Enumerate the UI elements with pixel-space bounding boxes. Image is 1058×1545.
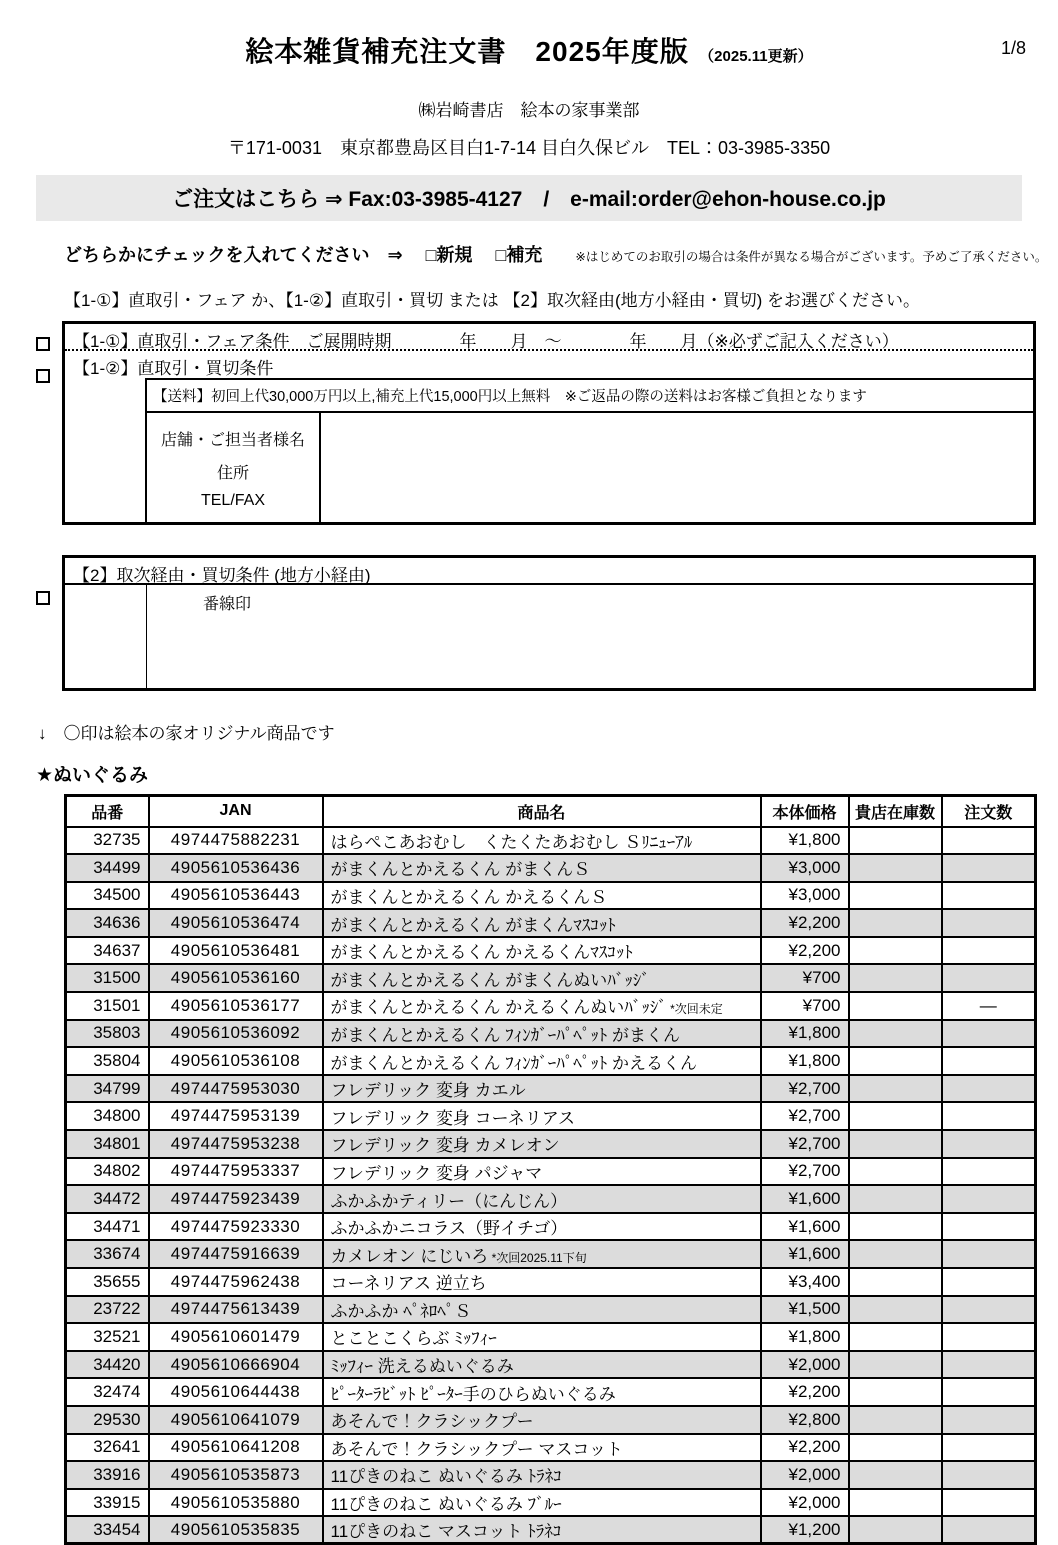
table-row: [66, 1130, 1036, 1158]
cell-code: 31501: [66, 992, 149, 1020]
table-row: [66, 1323, 1036, 1351]
cell-code: 34472: [66, 1185, 149, 1213]
cell-name: フレデリック 変身 カメレオン: [323, 1130, 761, 1158]
header-code: 品番: [66, 796, 149, 827]
cell-price: ¥2,200: [761, 1434, 849, 1462]
cell-stock[interactable]: [849, 1268, 942, 1296]
cell-name: がまくんとかえるくん かえるくんﾏｽｺｯﾄ: [323, 937, 761, 965]
cell-price: ¥1,600: [761, 1185, 849, 1213]
cell-price: ¥3,000: [761, 854, 849, 882]
cell-stock[interactable]: [849, 1102, 942, 1130]
cell-name: 11ぴきのねこ ぬいぐるみ ﾌﾞﾙｰ: [323, 1489, 761, 1517]
section-title-nuigurumi: ★ぬいぐるみ: [36, 765, 149, 786]
check-instruction: どちらかにチェックを入れてください ⇒: [64, 245, 403, 265]
shipping-note: 【送料】初回上代30,000万円以上,補充上代15,000円以上無料 ※ご返品の際の送料はお客様ご負担となります: [147, 378, 1033, 413]
cell-name: がまくんとかえるくん ﾌｨﾝｶﾞｰﾊﾟﾍﾟｯﾄ かえるくん: [323, 1047, 761, 1075]
cell-price: ¥3,000: [761, 882, 849, 910]
cell-name: あそんで！クラシックプー: [323, 1406, 761, 1434]
cell-jan: 4905610535835: [149, 1516, 323, 1544]
table-row: [66, 1075, 1036, 1103]
cell-code: 33915: [66, 1489, 149, 1517]
cell-code: 35804: [66, 1047, 149, 1075]
cell-price: ¥1,500: [761, 1296, 849, 1324]
cell-code: 32641: [66, 1434, 149, 1462]
cell-order[interactable]: [942, 1240, 1036, 1268]
table-row: [66, 1158, 1036, 1186]
table-header-row: [66, 796, 1036, 827]
cell-code: 31500: [66, 964, 149, 992]
cell-jan: 4905610536092: [149, 1020, 323, 1048]
cell-jan: 4905610535873: [149, 1461, 323, 1489]
cell-price: ¥1,800: [761, 1020, 849, 1048]
cell-stock[interactable]: [849, 1434, 942, 1462]
cell-price: ¥700: [761, 964, 849, 992]
cell-price: ¥2,000: [761, 1489, 849, 1517]
check-type-row: [64, 241, 1058, 267]
cell-order[interactable]: [942, 1461, 1036, 1489]
cell-stock[interactable]: [849, 1213, 942, 1241]
table-row: [66, 1240, 1036, 1268]
cell-stock[interactable]: [849, 1516, 942, 1544]
cell-jan: 4974475953030: [149, 1075, 323, 1103]
cell-name: がまくんとかえるくん がまくんＳ: [323, 854, 761, 882]
cell-jan: 4974475923330: [149, 1213, 323, 1241]
cell-name: がまくんとかえるくん かえるくんＳ: [323, 882, 761, 910]
contact-input-area[interactable]: [321, 413, 1033, 522]
new-checkbox-option[interactable]: □新規: [425, 245, 473, 265]
cell-stock[interactable]: [849, 1489, 942, 1517]
cell-name: コーネリアス 逆立ち: [323, 1268, 761, 1296]
title-update-note: （2025.11更新）: [699, 48, 813, 65]
header-stock: 貴店在庫数: [849, 796, 942, 827]
cell-stock[interactable]: [849, 882, 942, 910]
cell-order[interactable]: [942, 909, 1036, 937]
cell-price: ¥1,800: [761, 1323, 849, 1351]
order-contact-banner: ご注文はこちら ⇒ Fax:03-3985-4127 / e-mail:order@ehon-house.co.jp: [36, 175, 1022, 221]
cell-stock[interactable]: [849, 1185, 942, 1213]
cell-name: ふかふかニコラス（野イチゴ）: [323, 1213, 761, 1241]
table-row: [66, 1516, 1036, 1544]
page-number: 1/8: [1000, 38, 1026, 58]
cell-price: ¥2,200: [761, 1378, 849, 1406]
cell-code: 34636: [66, 909, 149, 937]
cell-name: 11ぴきのねこ マスコット ﾄﾗﾈｺ: [323, 1516, 761, 1544]
cell-price: ¥1,800: [761, 1047, 849, 1075]
cell-name: ふかふか ﾍﾟﾈﾛﾍﾟＳ: [323, 1296, 761, 1324]
cell-name: がまくんとかえるくん がまくんﾏｽｺｯﾄ: [323, 909, 761, 937]
cell-price: ¥1,600: [761, 1213, 849, 1241]
cell-stock[interactable]: [849, 1075, 942, 1103]
company-name: ㈱岩崎書店 絵本の家事業部: [418, 101, 640, 120]
cell-name: とことこくらぶ ﾐｯﾌｨｰ: [323, 1323, 761, 1351]
cell-jan: 4974475923439: [149, 1185, 323, 1213]
header-price: 本体価格: [761, 796, 849, 827]
cell-code: 33454: [66, 1516, 149, 1544]
cell-jan: 4905610641079: [149, 1406, 323, 1434]
cell-code: 32735: [66, 827, 149, 855]
cell-jan: 4974475962438: [149, 1268, 323, 1296]
cell-order[interactable]: [942, 1130, 1036, 1158]
cell-code: 34637: [66, 937, 149, 965]
header-jan: JAN: [149, 796, 323, 827]
cell-stock[interactable]: [849, 1130, 942, 1158]
cell-jan: 4905610536177: [149, 992, 323, 1020]
cell-name: 11ぴきのねこ ぬいぐるみ ﾄﾗﾈｺ: [323, 1461, 761, 1489]
product-table-body: [66, 827, 1036, 1544]
table-row: [66, 854, 1036, 882]
cell-order[interactable]: [942, 1020, 1036, 1048]
header-name: 商品名: [323, 796, 761, 827]
first-trade-note: ※はじめてのお取引の場合は条件が異なる場合がございます。予めご了承ください。: [575, 250, 1048, 264]
kaikiri-checkbox[interactable]: [36, 369, 50, 383]
cell-code: 35803: [66, 1020, 149, 1048]
cell-code: 34800: [66, 1102, 149, 1130]
cell-jan: 4905610535880: [149, 1489, 323, 1517]
cell-name: フレデリック 変身 パジャマ: [323, 1158, 761, 1186]
availability-note: *次回未定: [666, 1002, 723, 1017]
cell-jan: 4905610641208: [149, 1434, 323, 1462]
fair-checkbox[interactable]: [36, 337, 50, 351]
cell-code: 32521: [66, 1323, 149, 1351]
cell-name: カメレオン にじいろ *次回2025.11下旬: [323, 1240, 761, 1268]
cell-order[interactable]: [942, 1516, 1036, 1544]
cell-price: ¥3,400: [761, 1268, 849, 1296]
cell-code: 34802: [66, 1158, 149, 1186]
agency-box: [62, 555, 1036, 691]
cell-order[interactable]: [942, 1434, 1036, 1462]
cell-price: ¥2,800: [761, 1406, 849, 1434]
agency-title: 【2】取次経由・買切条件 (地方小経由): [65, 558, 1033, 585]
cell-stock[interactable]: [849, 1461, 942, 1489]
cell-code: 33916: [66, 1461, 149, 1489]
address-label: 住所: [216, 464, 249, 482]
cell-jan: 4974475916639: [149, 1240, 323, 1268]
cell-code: 34799: [66, 1075, 149, 1103]
cell-price: ¥1,200: [761, 1516, 849, 1544]
table-row: [66, 964, 1036, 992]
stamp-label: 番線印: [203, 596, 252, 613]
cell-price: ¥2,700: [761, 1158, 849, 1186]
fair-condition-row[interactable]: 【1-①】直取引・フェア条件 ご展開時期 年 月 ～ 年 月（※必ずご記入ください）: [65, 324, 1033, 351]
shop-label: 店舗・ご担当者様名: [160, 432, 305, 449]
cell-code: 32474: [66, 1378, 149, 1406]
cell-jan: 4974475953139: [149, 1102, 323, 1130]
cell-code: 34471: [66, 1213, 149, 1241]
cell-stock[interactable]: [849, 1351, 942, 1379]
cell-jan: 4974475613439: [149, 1296, 323, 1324]
cell-stock[interactable]: [849, 992, 942, 1020]
table-row: [66, 1351, 1036, 1379]
cell-price: ¥1,600: [761, 1240, 849, 1268]
cell-order[interactable]: [942, 1185, 1036, 1213]
cell-code: 35655: [66, 1268, 149, 1296]
cell-price: ¥2,000: [761, 1351, 849, 1379]
cell-price: ¥1,800: [761, 827, 849, 855]
cell-stock[interactable]: [849, 1378, 942, 1406]
cell-price: ¥2,700: [761, 1102, 849, 1130]
company-address: 〒171-0031 東京都豊島区目白1-7-14 目白久保ビル TEL：03-3985-3350: [227, 138, 831, 158]
table-row: [66, 1378, 1036, 1406]
cell-stock[interactable]: [849, 1296, 942, 1324]
table-row: [66, 909, 1036, 937]
cell-order[interactable]: [942, 1489, 1036, 1517]
cell-name: はらぺこあおむし くたくたあおむし Ｓﾘﾆｭｰｱﾙ: [323, 827, 761, 855]
table-row: [66, 1102, 1036, 1130]
cell-order[interactable]: [942, 1075, 1036, 1103]
direct-trade-section: [0, 321, 1058, 525]
cell-price: ¥2,700: [761, 1130, 849, 1158]
cell-jan: 4905610536108: [149, 1047, 323, 1075]
cell-stock[interactable]: [849, 964, 942, 992]
cell-price: ¥700: [761, 992, 849, 1020]
cell-name: あそんで！クラシックプー マスコット: [323, 1434, 761, 1462]
cell-price: ¥2,000: [761, 1461, 849, 1489]
cell-order[interactable]: [942, 1102, 1036, 1130]
page-title: 絵本雑貨補充注文書 2025年度版: [245, 36, 689, 67]
cell-jan: 4905610536436: [149, 854, 323, 882]
cell-stock[interactable]: [849, 1240, 942, 1268]
contact-label-column: [147, 413, 321, 522]
table-row: [66, 1185, 1036, 1213]
left-spacer-cell: [65, 378, 147, 522]
table-row: [66, 1296, 1036, 1324]
cell-jan: 4905610536160: [149, 964, 323, 992]
table-row: [66, 1461, 1036, 1489]
cell-code: 34420: [66, 1351, 149, 1379]
cell-price: ¥2,200: [761, 937, 849, 965]
cell-jan: 4974475953238: [149, 1130, 323, 1158]
cell-order[interactable]: [942, 1047, 1036, 1075]
kaikiri-condition-row: 【1-②】直取引・買切条件: [73, 359, 274, 378]
cell-name: がまくんとかえるくん かえるくんぬいﾊﾞｯｼﾞ *次回未定: [323, 992, 761, 1020]
cell-order[interactable]: [942, 1406, 1036, 1434]
cell-order[interactable]: [942, 854, 1036, 882]
table-row: [66, 1047, 1036, 1075]
table-row: [66, 1489, 1036, 1517]
cell-code: 34801: [66, 1130, 149, 1158]
cell-jan: 4974475953337: [149, 1158, 323, 1186]
cell-jan: 4905610666904: [149, 1351, 323, 1379]
table-row: [66, 992, 1036, 1020]
cell-order[interactable]: [942, 1351, 1036, 1379]
cell-code: 23722: [66, 1296, 149, 1324]
cell-stock[interactable]: [849, 909, 942, 937]
agency-checkbox[interactable]: [36, 591, 50, 605]
cell-order[interactable]: [942, 964, 1036, 992]
table-row: [66, 1268, 1036, 1296]
cell-stock[interactable]: [849, 827, 942, 855]
choose-instruction: 【1-①】直取引・フェア か、【1-②】直取引・買切 または 【2】取次経由(地方小経由・買切) をお選びください。: [64, 291, 921, 310]
table-row: [66, 1434, 1036, 1462]
cell-name: ﾋﾟｰﾀｰﾗﾋﾞｯﾄ ﾋﾟｰﾀｰ手のひらぬいぐるみ: [323, 1378, 761, 1406]
cell-order[interactable]: [942, 1213, 1036, 1241]
availability-note: *次回2025.11下旬: [488, 1250, 587, 1265]
cell-jan: 4905610601479: [149, 1323, 323, 1351]
cell-order[interactable]: [942, 1378, 1036, 1406]
cell-price: ¥2,700: [761, 1075, 849, 1103]
product-table: [64, 794, 1037, 1545]
stamp-area[interactable]: [147, 585, 1033, 688]
header-order: 注文数: [942, 796, 1036, 827]
cell-stock[interactable]: [849, 1047, 942, 1075]
cell-order[interactable]: [942, 1268, 1036, 1296]
cell-order[interactable]: [942, 1158, 1036, 1186]
header: [0, 0, 1058, 70]
cell-name: フレデリック 変身 カエル: [323, 1075, 761, 1103]
refill-checkbox-option[interactable]: □補充: [495, 245, 543, 265]
cell-order[interactable]: [942, 827, 1036, 855]
cell-code: 34499: [66, 854, 149, 882]
cell-order[interactable]: [942, 1323, 1036, 1351]
cell-stock[interactable]: [849, 1020, 942, 1048]
cell-code: 29530: [66, 1406, 149, 1434]
cell-jan: 4905610536481: [149, 937, 323, 965]
telfax-label: TEL/FAX: [200, 492, 266, 509]
cell-stock[interactable]: [849, 937, 942, 965]
cell-stock[interactable]: [849, 854, 942, 882]
table-row: [66, 1406, 1036, 1434]
agency-section: [0, 555, 1058, 691]
cell-order[interactable]: [942, 937, 1036, 965]
cell-stock[interactable]: [849, 1323, 942, 1351]
cell-name: フレデリック 変身 コーネリアス: [323, 1102, 761, 1130]
left-spacer-cell: [65, 585, 147, 688]
table-row: [66, 1020, 1036, 1048]
cell-order[interactable]: [942, 1296, 1036, 1324]
table-row: [66, 882, 1036, 910]
cell-jan: 4974475882231: [149, 827, 323, 855]
table-row: [66, 937, 1036, 965]
cell-name: がまくんとかえるくん がまくんぬいﾊﾞｯｼﾞ: [323, 964, 761, 992]
direct-trade-box: [62, 321, 1036, 525]
table-row: [66, 1213, 1036, 1241]
cell-name: ﾐｯﾌｨｰ 洗えるぬいぐるみ: [323, 1351, 761, 1379]
cell-order[interactable]: [942, 882, 1036, 910]
cell-stock[interactable]: [849, 1406, 942, 1434]
cell-name: がまくんとかえるくん ﾌｨﾝｶﾞｰﾊﾟﾍﾟｯﾄ がまくん: [323, 1020, 761, 1048]
cell-name: ふかふかティリー（にんじん）: [323, 1185, 761, 1213]
cell-jan: 4905610536474: [149, 909, 323, 937]
original-product-legend: ↓ 〇印は絵本の家オリジナル商品です: [38, 724, 335, 743]
cell-jan: 4905610536443: [149, 882, 323, 910]
cell-stock[interactable]: [849, 1158, 942, 1186]
cell-jan: 4905610644438: [149, 1378, 323, 1406]
cell-code: 33674: [66, 1240, 149, 1268]
cell-order[interactable]: ―: [942, 992, 1036, 1020]
table-row: [66, 827, 1036, 855]
cell-code: 34500: [66, 882, 149, 910]
cell-price: ¥2,200: [761, 909, 849, 937]
